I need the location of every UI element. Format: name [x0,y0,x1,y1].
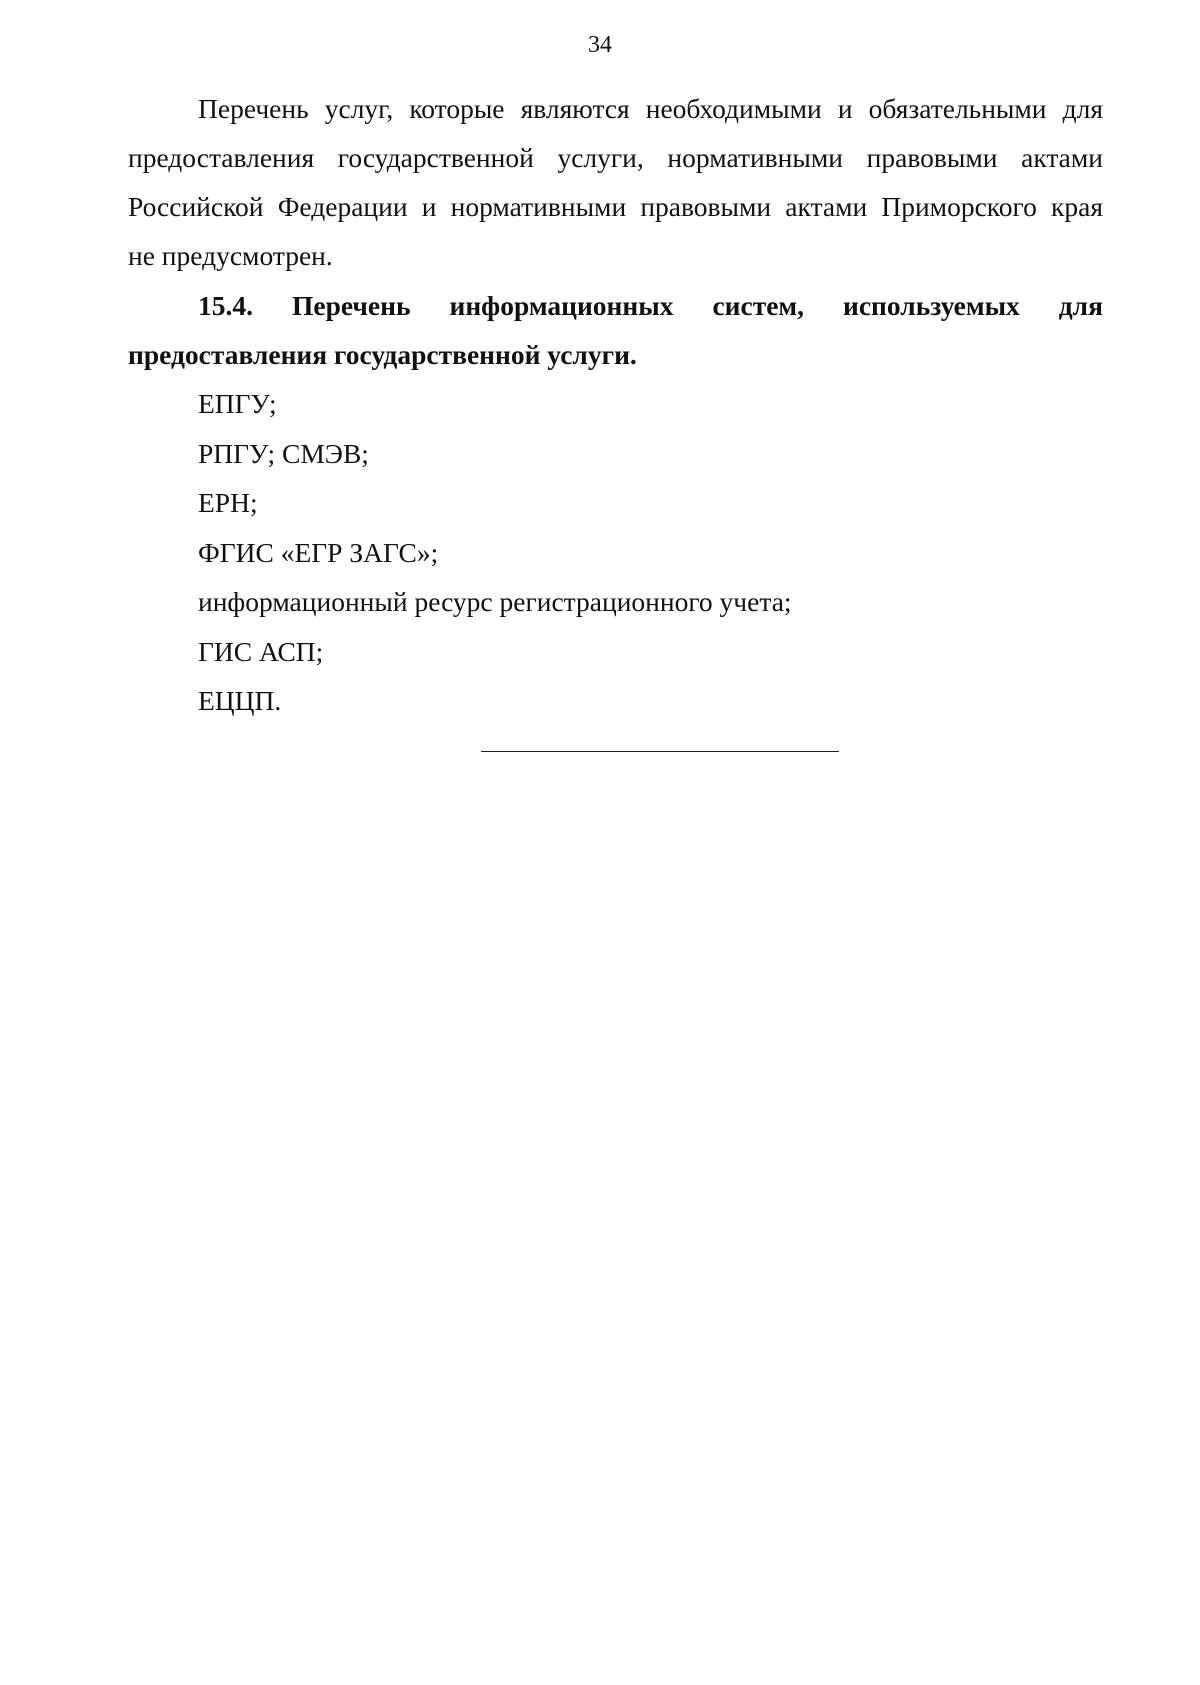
list-item: ФГИС «ЕГР ЗАГС»; [198,536,439,568]
intro-line: Российской Федерации и нормативными правовыми актами Приморского края [128,191,1103,222]
section-heading-line: 15.4. Перечень информационных систем, используемых для [198,290,1103,321]
information-systems-list [198,379,792,726]
list-item: РПГУ; СМЭВ; [198,437,369,469]
list-item: ЕЦЦП. [198,685,282,716]
intro-line: не предусмотрен. [128,240,333,271]
section-heading [128,281,1103,379]
intro-paragraph [128,84,1103,280]
list-item: ГИС АСП; [198,635,324,667]
page-number: 34 [588,32,612,58]
list-item: информационный ресурс регистрационного учета; [198,586,792,617]
section-heading-line: предоставления государственной услуги. [128,339,637,370]
intro-line: Перечень услуг, которые являются необходимыми и обязательными для [198,93,1103,124]
list-item: ЕРН; [198,487,258,518]
list-item: ЕПГУ; [198,388,277,419]
end-of-document-rule [481,751,839,752]
intro-line: предоставления государственной услуги, нормативными правовыми актами [128,142,1103,173]
